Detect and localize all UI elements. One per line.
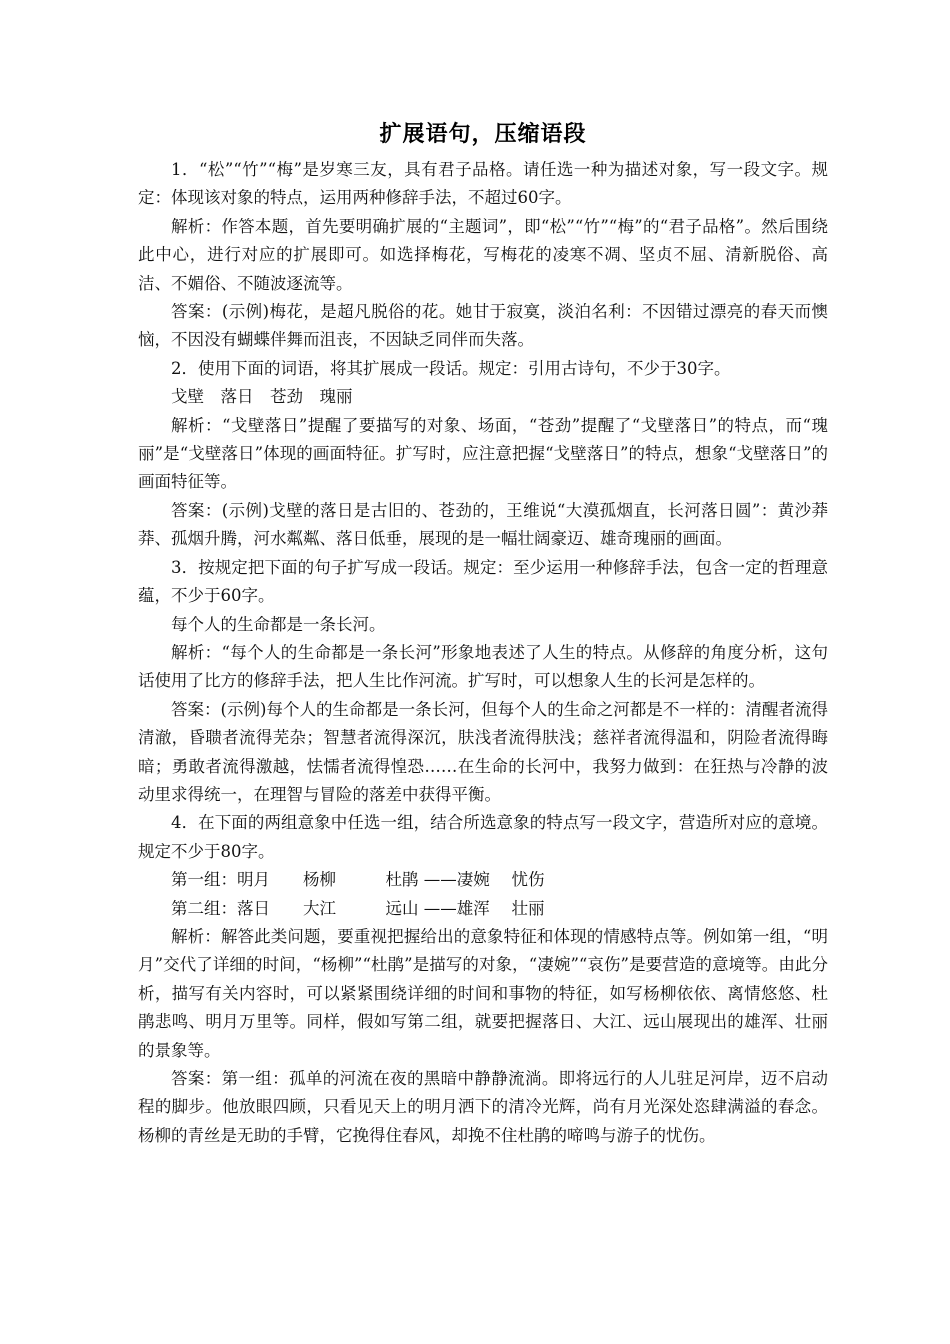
question-4-group-1: 第一组：明月 杨柳 杜鹃 ——凄婉 忧伤 <box>171 870 545 890</box>
analysis-4: 解析：解答此类问题，要重视把握给出的意象特征和体现的情感特点等。例如第一组，“明月”交代了详细的时间，“杨柳”“杜鹃”是描写的对象，“凄婉”“哀伤”是要营造的意境等。由此分析，描写有关内容时，可以紧紧围绕详细的时间和事物的特征，如写杨柳依依、离情悠悠、杜鹃悲鸣、明月万里等。同样，假如写第二组，就要把握落日、大江、远山展现出的雄浑、壮丽的景象等。 <box>138 926 828 1060</box>
answer-1: 答案：(示例)梅花，是超凡脱俗的花。她甘于寂寞，淡泊名利：不因错过漂亮的春天而懊恼，不因没有蝴蝶伴舞而沮丧，不因缺乏同伴而失落。 <box>138 302 828 350</box>
document-title: 扩展语句，压缩语段 <box>379 122 587 147</box>
question-2-words: 戈壁 落日 苍劲 瑰丽 <box>171 387 353 407</box>
question-4: 4．在下面的两组意象中任选一组，结合所选意象的特点写一段文字，营造所对应的意境。规定不少于80字。 <box>138 813 828 861</box>
answer-4: 答案：第一组：孤单的河流在夜的黑暗中静静流淌。即将远行的人儿驻足河岸，迈不启动程的脚步。他放眼四顾，只看见天上的明月洒下的清冷光辉，尚有月光深处恣肆满溢的春念。杨柳的青丝是无助的手臂，它挽得住春风，却挽不住杜鹃的啼鸣与游子的忧伤。 <box>138 1069 828 1145</box>
question-1: 1．“松”“竹”“梅”是岁寒三友，具有君子品格。请任选一种为描述对象，写一段文字。规定：体现该对象的特点，运用两种修辞手法，不超过60字。 <box>138 160 828 208</box>
question-4-group-2: 第二组：落日 大江 远山 ——雄浑 壮丽 <box>171 898 545 918</box>
question-2: 2．使用下面的词语，将其扩展成一段话。规定：引用古诗句，不少于30字。 <box>171 358 731 378</box>
document-body <box>138 118 828 1150</box>
question-3: 3．按规定把下面的句子扩写成一段话。规定：至少运用一种修辞手法，包含一定的哲理意蕴，不少于60字。 <box>138 557 828 606</box>
answer-3: 答案：(示例)每个人的生命都是一条长河，但每个人的生命之河都是不一样的：清醒者流得清澈，昏聩者流得芜杂；智慧者流得深沉，肤浅者流得肤浅；慈祥者流得温和，阴险者流得晦暗；勇敢者流得激越，怯懦者流得惶恐……在生命的长河中，我努力做到：在狂热与冷静的波动里求得统一，在理智与冒险的落差中获得平衡。 <box>138 699 828 804</box>
analysis-2: 解析：“戈壁落日”提醒了要描写的对象、场面，“苍劲”提醒了“戈壁落日”的特点，而“瑰丽”是“戈壁落日”体现的画面特征。扩写时，应注意把握“戈壁落日”的特点，想象“戈壁落日”的画面特征等。 <box>138 415 828 492</box>
analysis-1: 解析：作答本题，首先要明确扩展的“主题词”，即“松”“竹”“梅”的“君子品格”。然后围绕此中心，进行对应的扩展即可。如选择梅花，写梅花的凌寒不凋、坚贞不屈、清新脱俗、高洁、不媚俗、不随波逐流等。 <box>138 216 828 293</box>
question-3-sentence: 每个人的生命都是一条长河。 <box>171 614 386 634</box>
answer-2: 答案：(示例)戈壁的落日是古旧的、苍劲的，王维说“大漠孤烟直，长河落日圆”：黄沙莽莽、孤烟升腾，河水粼粼、落日低垂，展现的是一幅壮阔豪迈、雄奇瑰丽的画面。 <box>138 500 828 549</box>
analysis-3: 解析：“每个人的生命都是一条长河”形象地表述了人生的特点。从修辞的角度分析，这句话使用了比方的修辞手法，把人生比作河流。扩写时，可以想象人生的长河是怎样的。 <box>138 642 828 691</box>
